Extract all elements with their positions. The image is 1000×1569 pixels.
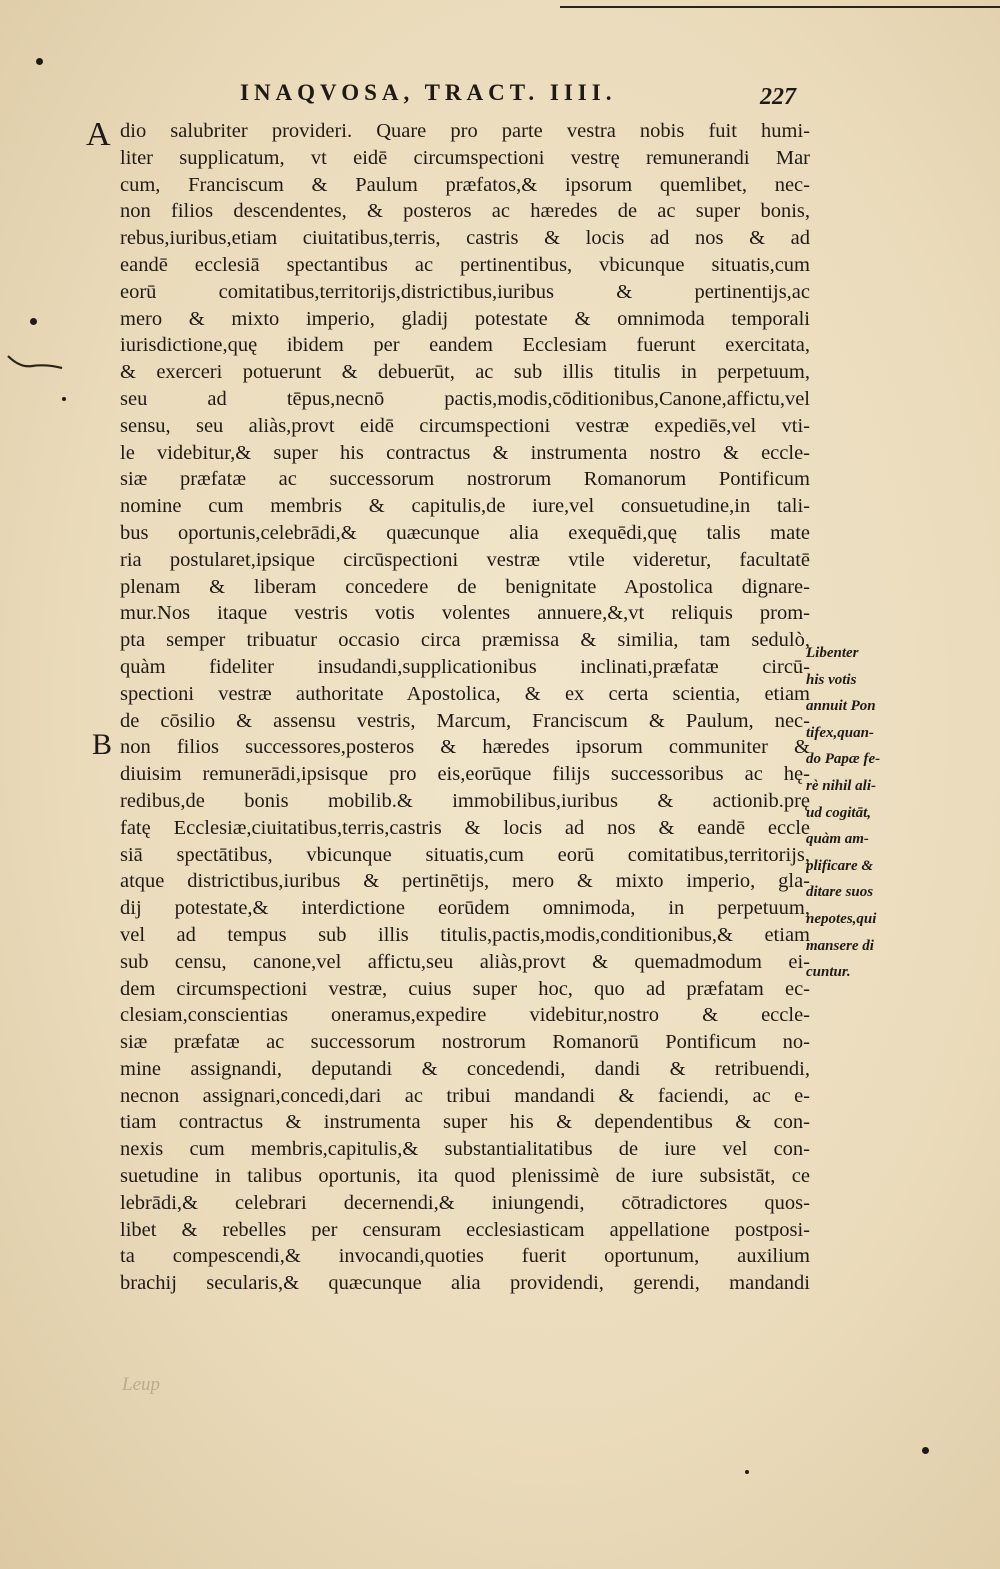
- text-line: redibus,de bonis mobilib.& immobilibus,iuribus & actionib.prę: [120, 789, 810, 812]
- gloss-line: quàm am-: [806, 831, 869, 848]
- text-line: brachij secularis,& quæcunque alia providendi, gerendi, mandandi: [120, 1272, 810, 1295]
- text-line: seu ad tēpus,necnō pactis,modis,cōditionibus,Canone,affictu,vel: [120, 387, 810, 410]
- text-line: bus oportunis,celebrādi,& quæcunque alia exequēdi,quę talis mate: [120, 521, 810, 544]
- ink-spot: [745, 1470, 749, 1474]
- gloss-line: plificare &: [806, 857, 874, 874]
- marginal-gloss: [806, 640, 906, 986]
- gloss-line: cuntur.: [806, 964, 851, 981]
- text-line: tiam contractus & instrumenta super his & dependentibus & con-: [120, 1111, 810, 1134]
- gloss-line: his votis: [806, 671, 857, 688]
- gloss-line: Libenter: [806, 645, 859, 661]
- text-line: non filios descendentes, & posteros ac hæredes de ac super bonis,: [120, 200, 810, 223]
- ink-spot: [922, 1447, 929, 1454]
- text-line: ria postularet,ipsique circūspectioni vestræ vtile videretur, facultatē: [120, 548, 810, 571]
- ink-spot: [36, 58, 43, 65]
- ink-spot: [30, 318, 37, 325]
- text-line: & exerceri potuerunt & debuerūt, ac sub illis titulis in perpetuum,: [120, 361, 810, 384]
- gloss-line: mansere di: [806, 937, 874, 954]
- text-line: dij potestate,& interdictione eorūdem omnimoda, in perpetuum,: [120, 897, 810, 920]
- gloss-line: ditare suos: [806, 884, 874, 901]
- gloss-line: tifex,quan-: [806, 724, 874, 741]
- ink-scrawl-mark: [6, 352, 66, 382]
- text-line: nexis cum membris,capitulis,& substantialitatibus de iure vel con-: [120, 1138, 810, 1161]
- gloss-line: annuit Pon: [806, 698, 876, 715]
- section-marker-a: A: [86, 116, 111, 153]
- gloss-line: rè nihil ali-: [806, 777, 877, 794]
- text-line: plenam & liberam concedere de benignitate Apostolica dignare-: [120, 575, 810, 598]
- text-line: dio salubriter provideri. Quare pro parte vestra nobis fuit humi-: [120, 120, 810, 142]
- text-line: le videbitur,& super his contractus & instrumenta nostro & eccle-: [120, 441, 810, 464]
- text-line: liter supplicatum, vt eidē circumspectioni vestrę remunerandi Mar: [120, 146, 810, 169]
- text-line: rebus,iuribus,etiam ciuitatibus,terris, castris & locis ad nos & ad: [120, 227, 810, 250]
- text-line: libet & rebelles per censuram ecclesiasticam appellatione postposi-: [120, 1218, 810, 1241]
- text-line: nomine cum membris & capitulis,de iure,vel consuetudine,in tali-: [120, 495, 810, 518]
- text-line: diuisim remunerādi,ipsisque pro eis,eorūque filijs successoribus ac hę-: [120, 763, 810, 786]
- text-line: fatę Ecclesiæ,ciuitatibus,terris,castris & locis ad nos & eandē eccle: [120, 816, 810, 839]
- text-line: mur.Nos itaque vestris votis volentes annuere,&,vt reliquis prom-: [120, 602, 810, 625]
- text-line: quàm fideliter insudandi,supplicationibus inclinati,præfatæ circū-: [120, 655, 810, 678]
- text-line: sensu, seu aliàs,provt eidē circumspectioni vestræ expediēs,vel vti-: [120, 414, 810, 437]
- page-number: 227: [760, 84, 796, 110]
- text-line: clesiam,conscientias oneramus,expedire videbitur,nostro & eccle-: [120, 1004, 810, 1027]
- text-line: de cōsilio & assensu vestris, Marcum, Franciscum & Paulum, nec-: [120, 709, 810, 732]
- text-line: siæ præfatæ ac successorum nostrorum Romanorum Pontificum: [120, 468, 810, 491]
- section-marker-b: B: [92, 728, 113, 761]
- text-line: pta semper tribuatur occasio circa præmissa & similia, tam sedulò,: [120, 629, 810, 652]
- text-line: suetudine in talibus oportunis, ita quod plenissimè de iure subsistāt, ce: [120, 1165, 810, 1188]
- catchword: Leup: [122, 1374, 160, 1395]
- text-line: atque districtibus,iuribus & pertinētijs, mero & mixto imperio, gla-: [120, 870, 810, 893]
- gloss-line: do Papæ fe-: [806, 751, 881, 768]
- text-line: mine assignandi, deputandi & concedendi, dandi & retribuendi,: [120, 1057, 810, 1080]
- text-line: eorū comitatibus,territorijs,districtibus,iuribus & pertinentijs,ac: [120, 280, 810, 303]
- text-line: vel ad tempus sub illis titulis,pactis,modis,conditionibus,& etiam: [120, 923, 810, 946]
- text-line: mero & mixto imperio, gladij potestate & omnimoda temporali: [120, 307, 810, 330]
- gloss-line: ud cogitāt,: [806, 804, 872, 821]
- text-line: eandē ecclesiā spectantibus ac pertinentibus, vbicunque situatis,cum: [120, 253, 810, 276]
- text-line: iurisdictione,quę ibidem per eandem Ecclesiam fuerunt exercitata,: [120, 334, 810, 357]
- text-line: non filios successores,posteros & hæredes ipsorum communiter &: [120, 736, 810, 759]
- gloss-line: nepotes,qui: [806, 910, 877, 927]
- ink-spot: [62, 397, 66, 401]
- text-line: spectioni vestræ authoritate Apostolica, & ex certa scientia, etiam: [120, 682, 810, 705]
- text-line: dem circumspectioni vestræ, cuius super hoc, quo ad præfatam ec-: [120, 977, 810, 1000]
- text-line: siæ præfatæ ac successorum nostrorum Romanorū Pontificum no-: [120, 1031, 810, 1054]
- text-line: lebrādi,& celebrari decernendi,& iniungendi, cōtradictores quos-: [120, 1191, 810, 1214]
- top-edge-rule: [560, 6, 1000, 8]
- text-line: cum, Franciscum & Paulum præfatos,& ipsorum quemlibet, nec-: [120, 173, 810, 196]
- text-line: siā spectātibus, vbicunque situatis,cum eorū comitatibus,territorijs,: [120, 843, 810, 866]
- text-line: necnon assignari,concedi,dari ac tribui mandandi & faciendi, ac e-: [120, 1084, 810, 1107]
- text-line: sub censu, canone,vel affictu,seu aliàs,provt & quemadmodum ei-: [120, 950, 810, 973]
- running-head: INAQVOSA, TRACT. IIII.: [240, 80, 617, 105]
- text-line: ta compescendi,& invocandi,quoties fuerit oportunum, auxilium: [120, 1245, 810, 1268]
- main-text-block: [120, 118, 810, 1297]
